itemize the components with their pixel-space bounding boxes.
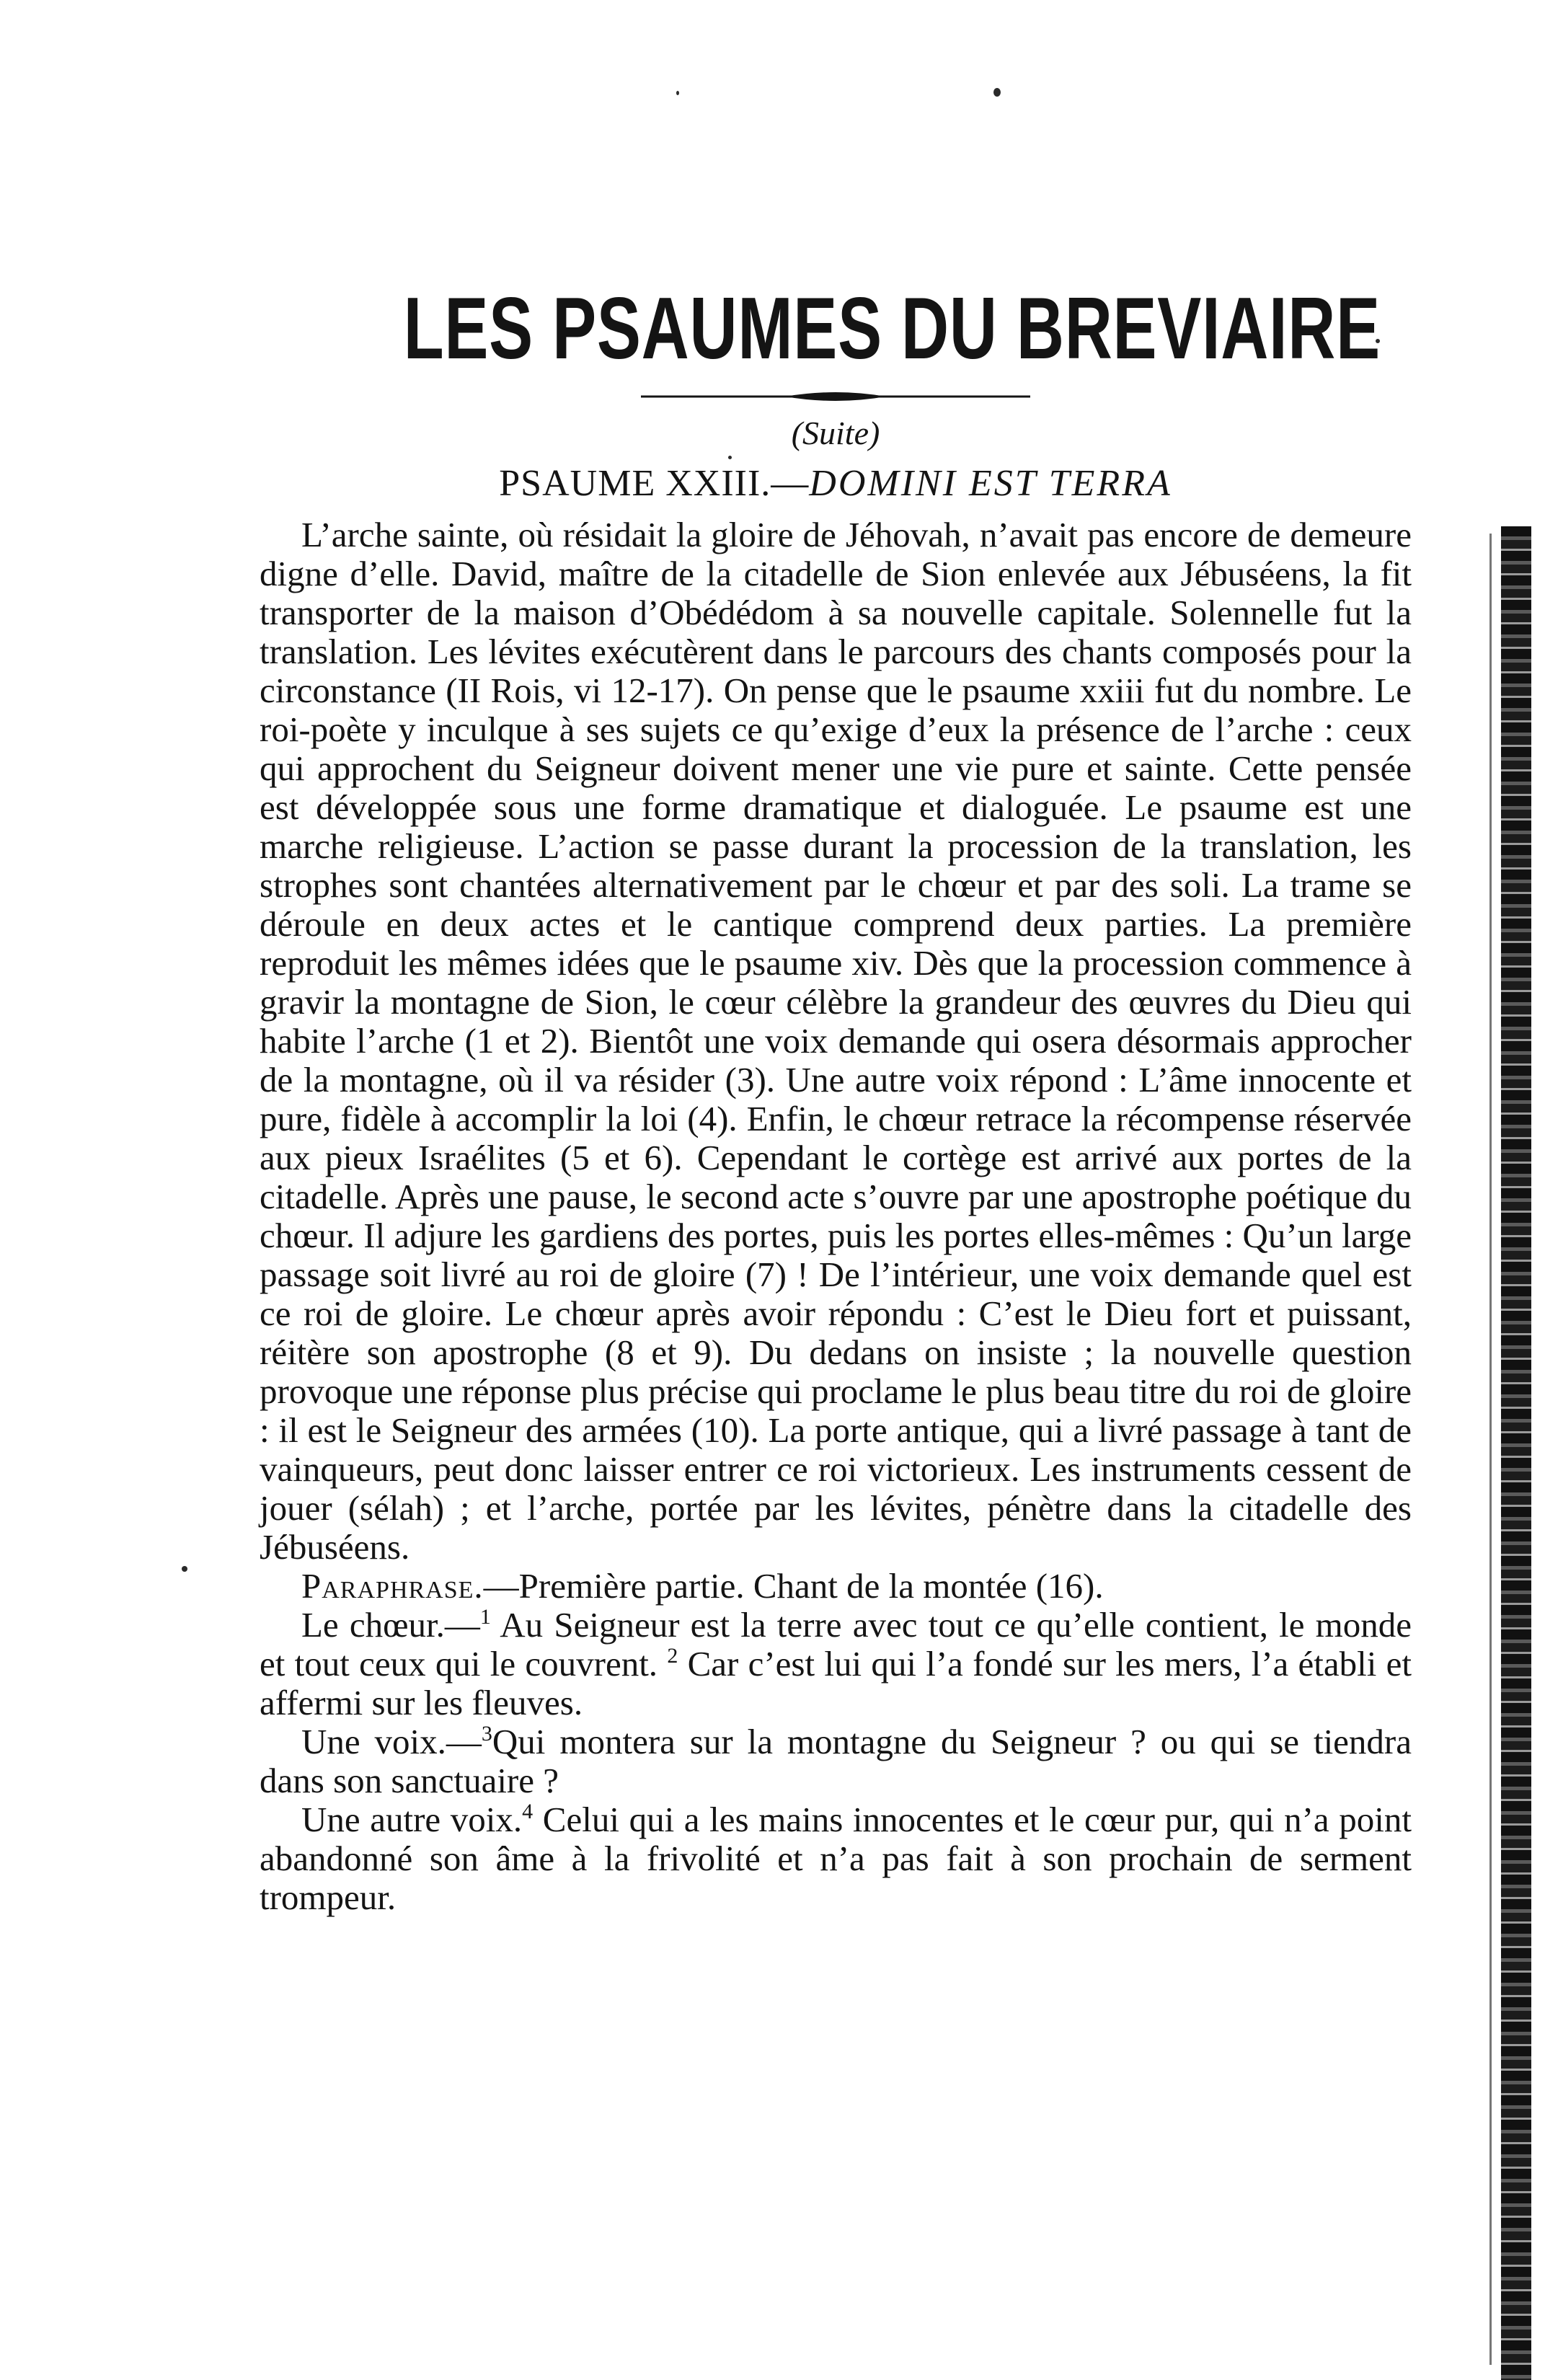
paraphrase-text: —Première partie. Chant de la montée (16).	[483, 1566, 1104, 1606]
speaker-une-voix: Une voix.—	[301, 1722, 482, 1761]
page-title: LES PSAUMES DU BREVIAIRE	[403, 279, 1381, 377]
verse-choeur	[260, 1606, 1412, 1722]
verse-text: Qui montera sur la montagne du Seigneur ? ou qui se tiendra dans son sanctuaire ?	[260, 1722, 1412, 1800]
speaker-choeur: Le chœur.—	[301, 1605, 480, 1645]
verse-number: 3	[481, 1722, 492, 1746]
paraphrase-label: Paraphrase.	[301, 1566, 484, 1606]
page-edge-scan-artifact	[1501, 526, 1531, 2380]
article	[260, 278, 1412, 1917]
subtitle: (Suite)	[791, 415, 880, 451]
paraphrase-line	[260, 1567, 1412, 1606]
page-edge-line	[1489, 534, 1492, 2365]
verse-number: 4	[522, 1800, 534, 1823]
ink-speck	[182, 1566, 187, 1572]
intro-paragraph: L’arche sainte, où résidait la gloire de Jéhovah, n’avait pas encore de demeure digne d’elle. David, maître de la citadelle de Sion enlevée aux Jébuséens, la fit transporter de la maison d’Obédédom à sa nouvelle capitale. Solennelle fut la translation. Les lévites exécutèrent dans le parcours des chants composés pour la circonstance (II Rois, vi 12-17). On pense que le psaume xxiii fut du nombre. Le roi-poète y inculque à ses sujets ce qu’exige d’eux la présence de l’arche : ceux qui approchent du Seigneur doivent mener une vie pure et sainte. Cette pensée est développée sous une forme dramatique et dialoguée. Le psaume est une marche religieuse. L’action se passe durant la procession de la translation, les strophes sont chantées alternativement par le chœur et par des soli. La trame se déroule en deux actes et le cantique comprend deux parties. La première reproduit les mêmes idées que le psaume xiv. Dès que la procession commence à gravir la montagne de Sion, le cœur célèbre la grandeur des œuvres du Dieu qui habite l’arche (1 et 2). Bientôt une voix demande qui osera désormais approcher de la montagne, où il va résider (3). Une autre voix répond : L’âme innocente et pure, fidèle à accomplir la loi (4). Enfin, le chœur retrace la récompense réservée aux pieux Israélites (5 et 6). Cependant le cortège est arrivé aux portes de la citadelle. Après une pause, le second acte s’ouvre par une apostrophe poétique du chœur. Il adjure les gardiens des portes, puis les portes elles-mêmes : Qu’un large passage soit livré au roi de gloire (7) ! De l’intérieur, une voix demande quel est ce roi de gloire. Le chœur après avoir répondu : C’est le Dieu fort et puissant, réitère son apostrophe (8 et 9). Du dedans on insiste ; la nouvelle question provoque une réponse plus précise qui proclame le plus beau titre du roi de gloire : il est le Seigneur des armées (10). La porte antique, qui a livré passage à tant de vainqueurs, peut donc laisser entrer ce roi victorieux. Les instruments cessent de jouer (sélah) ; et l’arche, portée par les lévites, pénètre dans la citadelle des Jébuséens.	[260, 515, 1412, 1567]
psalm-label: PSAUME XXIII.—	[499, 463, 810, 504]
verse-text: Au Seigneur est la terre avec tout ce qu’elle contient, le monde et tout ceux qui le couvrent.	[260, 1605, 1412, 1684]
title-ornament-rule	[641, 386, 1030, 407]
verse-number: 2	[667, 1644, 678, 1668]
ink-speck	[993, 88, 1001, 97]
verse-une-autre-voix	[260, 1800, 1412, 1917]
verse-une-voix	[260, 1722, 1412, 1800]
verse-text: Celui qui a les mains innocentes et le cœur pur, qui n’a point abandonné son âme à la frivolité et n’a pas fait à son prochain de serment trompeur.	[260, 1800, 1412, 1917]
verse-text: Car c’est lui qui l’a fondé sur les mers, l’a établi et affermi sur les fleuves.	[260, 1644, 1412, 1722]
ink-speck	[676, 91, 679, 95]
verse-number: 1	[479, 1605, 491, 1629]
psalm-heading	[260, 459, 1412, 508]
psalm-latin-title: DOMINI EST TERRA	[809, 463, 1172, 504]
speaker-une-autre-voix: Une autre voix.	[301, 1800, 523, 1839]
